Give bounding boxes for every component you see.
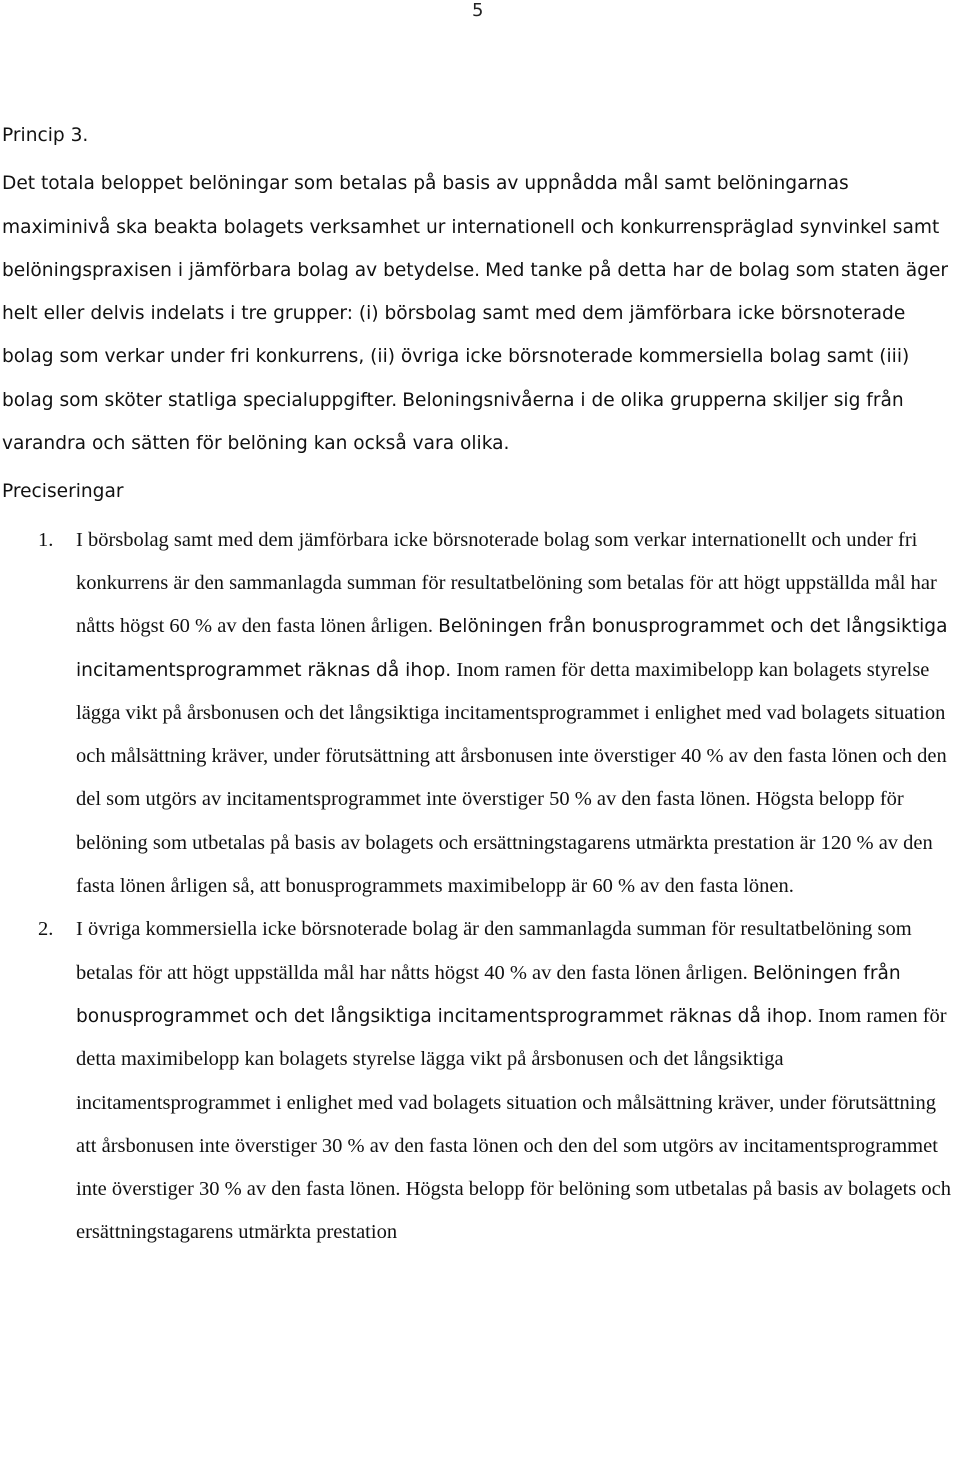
page-number: 5 — [472, 0, 484, 21]
list-item-text-c: Inom ramen för detta maximibelopp kan bolagets styrelse lägga vikt på årsbonusen och det långsiktiga incitamentsprogrammet i enlighet med vad bolagets situation och målsättning kräver, under förutsättning att årsbonusen inte överstiger 40 % av den fasta lönen och den del som utgörs av incitamentsprogrammet inte överstiger 50 % av den fasta lönen. Högsta belopp för belöning som utbetalas på basis av bolagets och ersättningstagarens utmärkta prestation är 120 % av den fasta lönen årligen så, att bonusprogrammets maximibelopp är 60 % av den fasta lönen. — [76, 658, 947, 898]
list-item-text-b: Belöningen från bonusprogrammet och det långsiktiga incitamentsprogrammet räknas då ihop. — [76, 962, 901, 1027]
intro-text-part1: Det totala beloppet belöningar som betalas på basis av uppnådda mål samt belöningarnas maximinivå ska beakta bolagets verksamhet ur internationell och konkurrenspräglad synvinkel samt belöningspraxisen i jämförbara bolag av betydelse. — [2, 173, 940, 281]
list-item-text-b: Belöningen från bonusprogrammet och det långsiktiga incitamentsprogrammet räknas då ihop. — [76, 616, 948, 681]
preciseringar-heading: Preciseringar — [2, 481, 124, 503]
list-item — [2, 519, 958, 909]
list-item-number: 1. — [38, 528, 54, 551]
numbered-list — [2, 519, 958, 1255]
intro-text-part3: Beloningsnivåerna i de olika grupperna skiljer sig från varandra och sätten för belöning kan också vara olika. — [2, 389, 904, 455]
list-item-text-c: Inom ramen för detta maximibelopp kan bolagets styrelse lägga vikt på årsbonusen och det långsiktiga incitamentsprogrammet i enlighet med vad bolagets situation och målsättning kräver, under förutsättning att årsbonusen inte överstiger 30 % av den fasta lönen och den del som utgörs av incitamentsprogrammet inte överstiger 30 % av den fasta lönen. Högsta belopp för belöning som utbetalas på basis av bolagets och ersättningstagarens utmärkta prestation — [76, 1004, 952, 1244]
intro-text-part2: Med tanke på detta har de bolag som staten äger helt eller delvis indelats i tre grupper: (i) börsbolag samt med dem jämförbara icke börsnoterade bolag som verkar under fri konkurrens, (ii) övriga icke börsnoterade kommersiella bolag samt (iii) bolag som sköter statliga specialuppgifter. — [2, 259, 949, 411]
list-item — [2, 908, 958, 1254]
document-body — [2, 114, 958, 1255]
list-item-number: 2. — [38, 918, 54, 941]
list-item-text-a: I övriga kommersiella icke börsnoterade bolag är den sammanlagda summan för resultatbelöning som betalas för att högt uppställda mål har nåtts högst 40 % av den fasta lönen årligen. — [76, 918, 912, 984]
list-item-text-a: I börsbolag samt med dem jämförbara icke börsnoterade bolag som verkar internationellt och under fri konkurrens är den sammanlagda summan för resultatbelöning som betalas för att högt uppställda mål har nåtts högst 60 % av den fasta lönen årligen. — [76, 528, 937, 638]
principle-heading: Princip 3. — [2, 125, 89, 146]
intro-paragraph — [2, 162, 958, 465]
